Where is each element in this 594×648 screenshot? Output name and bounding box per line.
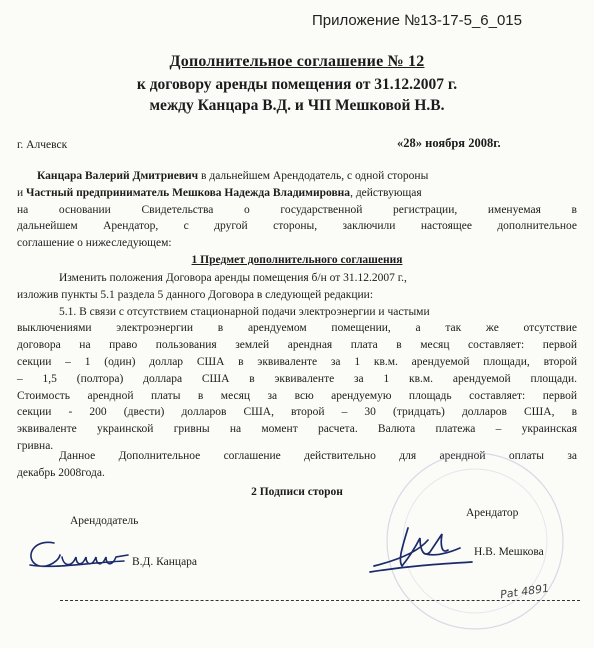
intro-line-1 bbox=[17, 168, 577, 185]
intro-line-5: соглашение о нижеследующем: bbox=[17, 237, 172, 250]
closing-line-2: декабрь 2008года. bbox=[17, 466, 105, 479]
landlord-signature bbox=[24, 533, 134, 578]
tenant-label: Арендатор bbox=[466, 507, 519, 519]
section-1-title bbox=[0, 254, 594, 266]
section-1-body bbox=[17, 270, 577, 455]
appendix-number: Приложение №13-17-5_6_015 bbox=[312, 12, 522, 29]
tenant-name: Н.В. Мешкова bbox=[474, 546, 544, 558]
section-1-line: изложив пункты 5.1 раздела 5 данного Договора в следующей редакции: bbox=[17, 288, 374, 301]
intro-paragraph bbox=[17, 168, 577, 252]
landlord-name: В.Д. Канцара bbox=[132, 556, 198, 568]
section-1-line: Изменить положения Договора аренды помещения б/н от 31.12.2007 г., bbox=[59, 272, 407, 284]
document-title: Дополнительное соглашение № 12 bbox=[169, 53, 425, 70]
intro-line-2 bbox=[17, 185, 577, 202]
intro-line-3: на основании Свидетельства о государственной регистрации, именуемая в bbox=[17, 203, 577, 216]
intro-line-2-prefix: и bbox=[17, 186, 27, 199]
document-subtitle-parties: между Канцара В.Д. и ЧП Мешковой Н.В. bbox=[149, 97, 445, 114]
section-1-line: эквиваленте украинской гривны на момент расчета. Валюта платежа – украинская bbox=[17, 423, 577, 436]
section-1-line: выключениями электроэнергии в арендуемом помещении, а так же отсутствие bbox=[17, 322, 577, 335]
section-1-line: договора на право пользования землей арендная плата в месяц составляет: первой bbox=[17, 339, 577, 352]
tenant-signature bbox=[368, 520, 478, 580]
section-1-title-text: 1 Предмет дополнительного соглашения bbox=[191, 254, 403, 266]
intro-line-4: дальнейшем Арендатор, с другой стороны, заключили настоящее дополнительное bbox=[17, 220, 577, 233]
closing-line-1: Данное Дополнительное соглашение действительно для арендной оплаты за bbox=[59, 450, 577, 462]
section-2-title: 2 Подписи сторон bbox=[251, 486, 343, 498]
intro-line-1-text: в дальнейшем Арендодатель, с одной стороны bbox=[198, 170, 429, 182]
document-date: «28» ноября 2008г. bbox=[397, 136, 501, 150]
city: г. Алчевск bbox=[17, 139, 68, 151]
section-1-line: гривна. bbox=[17, 439, 54, 452]
section-1-line: секции – 1 (один) доллар США в эквиваленте за 1 кв.м. арендуемой площади, второй bbox=[17, 355, 577, 368]
landlord-label: Арендодатель bbox=[70, 515, 139, 527]
tenant-full-name: Частный предприниматель Мешкова Надежда Владимировна bbox=[26, 186, 351, 199]
document-subtitle-contract: к договору аренды помещения от 31.12.2007 г. bbox=[136, 76, 458, 93]
section-1-line: 5.1. В связи с отсутствием стационарной подачи электроэнергии и частыми bbox=[59, 305, 430, 318]
section-1-line: – 1,5 (полтора) доллара США в эквиваленте за 1 кв.м. арендуемой площади. bbox=[17, 372, 577, 385]
landlord-full-name: Канцара Валерий Дмитриевич bbox=[37, 170, 199, 182]
handwritten-mark: Pat 4891 bbox=[499, 581, 550, 602]
intro-line-2-text: , действующая bbox=[350, 186, 422, 199]
section-1-line: секции - 200 (двести) долларов США, второй – 30 (тридцать) долларов США, в bbox=[17, 406, 577, 419]
section-1-line: Стоимость арендной платы в месяц за всю арендуемую площадь составляет: первой bbox=[17, 389, 577, 402]
